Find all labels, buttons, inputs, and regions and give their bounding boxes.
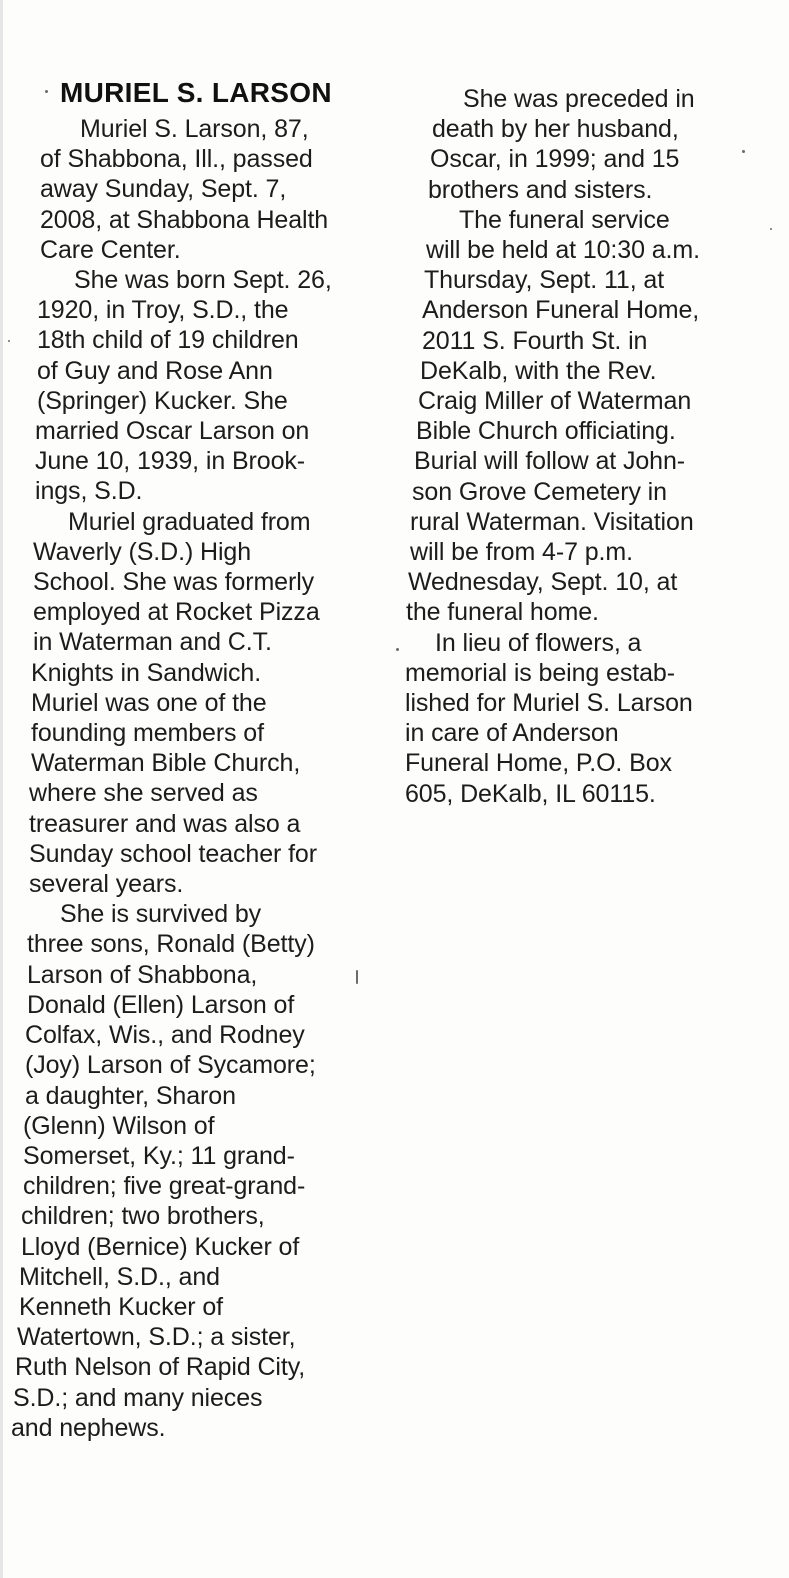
- obituary-text-line: Larson of Shabbona,: [27, 960, 258, 989]
- obituary-text-line: (Joy) Larson of Sycamore;: [25, 1051, 316, 1080]
- obituary-text-line: Ruth Nelson of Rapid City,: [15, 1353, 306, 1382]
- obituary-text-line: Wednesday, Sept. 10, at: [408, 568, 678, 597]
- obituary-text-line: Knights in Sandwich.: [31, 658, 262, 687]
- obituary-text-line: 2011 S. Fourth St. in: [422, 326, 648, 355]
- obituary-text-line: a daughter, Sharon: [25, 1081, 236, 1110]
- obituary-text-line: of Shabbona, Ill., passed: [40, 145, 313, 174]
- obituary-text-line: in Waterman and C.T.: [33, 628, 272, 657]
- obituary-text-line: founding members of: [31, 719, 264, 748]
- obituary-text-line: in care of Anderson: [405, 719, 619, 748]
- obituary-text-line: three sons, Ronald (Betty): [27, 930, 315, 959]
- obituary-text-line: She is survived by: [60, 900, 262, 929]
- scan-speck: [742, 150, 745, 153]
- obituary-text-line: treasurer and was also a: [29, 809, 301, 838]
- scan-edge: [0, 0, 3, 1578]
- left-column: [10, 72, 385, 1443]
- obituary-text-line: will be held at 10:30 a.m.: [426, 236, 700, 265]
- obituary-text-line: Craig Miller of Waterman: [418, 387, 692, 416]
- obituary-text-line: Bible Church officiating.: [416, 417, 676, 446]
- obituary-text-line: lished for Muriel S. Larson: [405, 689, 693, 718]
- obituary-text-line: 1920, in Troy, S.D., the: [37, 296, 289, 325]
- scan-speck: [770, 228, 772, 230]
- obituary-text-line: (Glenn) Wilson of: [23, 1111, 215, 1140]
- obituary-text-line: married Oscar Larson on: [35, 417, 310, 446]
- obituary-text-line: 605, DeKalb, IL 60115.: [405, 779, 656, 808]
- obituary-text-line: 18th child of 19 children: [37, 326, 299, 355]
- scan-speck: [356, 970, 358, 984]
- obituary-text-line: rural Waterman. Visitation: [410, 507, 694, 536]
- obituary-text-line: Muriel graduated from: [68, 507, 311, 536]
- obituary-text-line: and nephews.: [11, 1413, 166, 1442]
- obituary-text-line: The funeral service: [459, 205, 670, 234]
- obituary-text-line: In lieu of flowers, a: [435, 628, 642, 657]
- obituary-text-line: June 10, 1939, in Brook-: [35, 447, 306, 476]
- obituary-text-line: DeKalb, with the Rev.: [420, 356, 657, 385]
- obituary-text-line: Donald (Ellen) Larson of: [27, 990, 295, 1019]
- obituary-text-line: Sunday school teacher for: [29, 839, 317, 868]
- obituary-text-line: several years.: [29, 870, 184, 899]
- obituary-text-line: Funeral Home, P.O. Box: [405, 749, 672, 778]
- obituary-text-line: Somerset, Ky.; 11 grand-: [23, 1141, 295, 1170]
- obituary-text-line: Muriel S. Larson, 87,: [80, 115, 309, 143]
- obituary-text-line: Kenneth Kucker of: [19, 1292, 223, 1321]
- obituary-text-line: children; five great-grand-: [23, 1172, 306, 1201]
- obituary-text-line: Mitchell, S.D., and: [19, 1262, 220, 1291]
- obituary-text-line: Colfax, Wis., and Rodney: [25, 1021, 305, 1050]
- obituary-text-line: death by her husband,: [432, 115, 679, 144]
- obituary-text-line: Waterman Bible Church,: [31, 749, 301, 778]
- obituary-text-line: son Grove Cemetery in: [412, 477, 667, 506]
- obituary-text-line: Muriel was one of the: [31, 688, 267, 717]
- obituary-text-line: employed at Rocket Pizza: [33, 598, 320, 627]
- obituary-text-line: the funeral home.: [406, 598, 599, 627]
- obituary-text-line: School. She was formerly: [33, 568, 315, 597]
- obituary-text-line: children; two brothers,: [21, 1202, 265, 1231]
- obituary-text-line: 2008, at Shabbona Health: [40, 205, 329, 234]
- obituary-text-line: She was born Sept. 26,: [74, 266, 332, 295]
- obituary-text-line: Lloyd (Bernice) Kucker of: [21, 1232, 300, 1261]
- obituary-text-line: Care Center.: [40, 235, 181, 264]
- obituary-text-line: S.D.; and many nieces: [13, 1383, 263, 1412]
- obituary-text-line: Thursday, Sept. 11, at: [424, 266, 665, 295]
- obituary-text-line: Oscar, in 1999; and 15: [430, 145, 680, 174]
- obituary-text-line: Waverly (S.D.) High: [33, 537, 252, 566]
- obituary-text-line: brothers and sisters.: [428, 175, 653, 204]
- obituary-text-line: Anderson Funeral Home,: [422, 296, 700, 325]
- scan-speck: [45, 90, 48, 93]
- obituary-text-line: where she served as: [29, 779, 258, 808]
- scan-speck: [8, 340, 10, 342]
- right-column: [405, 84, 755, 809]
- obituary-text-line: memorial is being estab-: [405, 658, 675, 687]
- scan-speck: [396, 648, 399, 651]
- obituary-text-line: will be from 4-7 p.m.: [410, 538, 633, 567]
- obituary-text-line: Watertown, S.D.; a sister,: [17, 1323, 296, 1352]
- obituary-text-line: She was preceded in: [463, 85, 695, 113]
- obituary-text-line: (Springer) Kucker. She: [37, 386, 288, 415]
- obituary-headline: MURIEL S. LARSON: [60, 77, 332, 108]
- obituary-text-line: ings, S.D.: [35, 477, 143, 506]
- obituary-text-line: away Sunday, Sept. 7,: [40, 175, 287, 204]
- obituary-text-line: of Guy and Rose Ann: [37, 356, 273, 385]
- obituary-text-line: Burial will follow at John-: [414, 447, 686, 476]
